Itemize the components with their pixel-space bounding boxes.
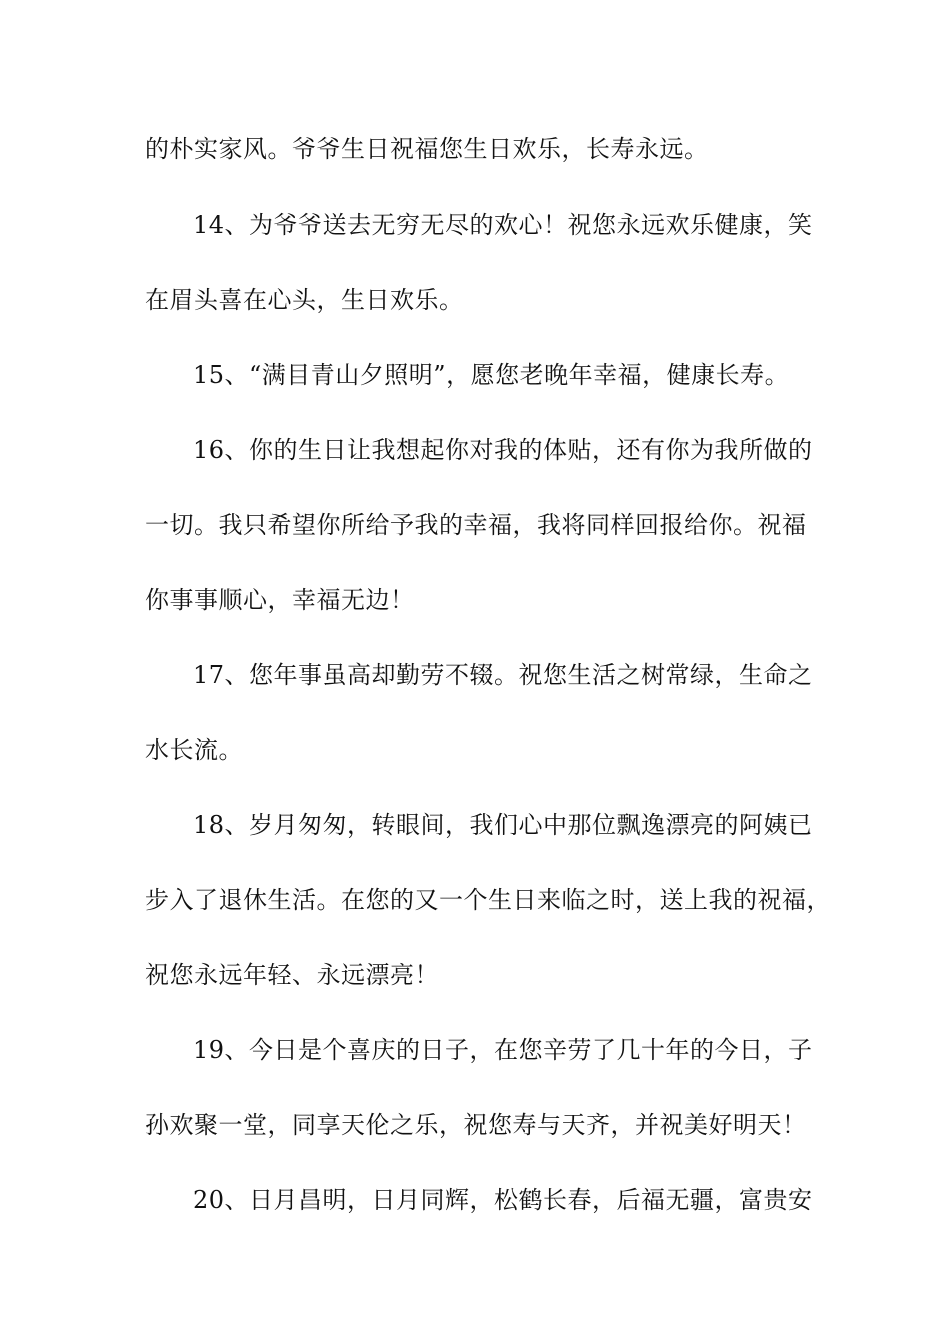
text-line-10: 18、岁月匆匆，转眼间，我们心中那位飘逸漂亮的阿姨已 <box>193 811 813 839</box>
text-line-12: 祝您永远年轻、永远漂亮！ <box>145 961 439 989</box>
text-line-7: 你事事顺心，幸福无边！ <box>145 586 415 614</box>
text-line-14: 孙欢聚一堂，同享天伦之乐，祝您寿与天齐，并祝美好明天！ <box>145 1111 807 1139</box>
text-line-4: 15、“满目青山夕照明”，愿您老晚年幸福，健康长寿。 <box>193 361 790 389</box>
text-line-13: 19、今日是个喜庆的日子，在您辛劳了几十年的今日，子 <box>193 1036 813 1064</box>
text-line-11: 步入了退休生活。在您的又一个生日来临之时，送上我的祝福， <box>145 886 831 914</box>
text-line-6: 一切。我只希望你所给予我的幸福，我将同样回报给你。祝福 <box>145 511 807 539</box>
text-line-15: 20、日月昌明，日月同辉，松鹤长春，后福无疆，富贵安 <box>193 1186 813 1214</box>
text-line-3: 在眉头喜在心头，生日欢乐。 <box>145 286 464 314</box>
text-line-8: 17、您年事虽高却勤劳不辍。祝您生活之树常绿，生命之 <box>193 661 813 689</box>
text-line-2: 14、为爷爷送去无穷无尽的欢心！祝您永远欢乐健康，笑 <box>193 211 813 239</box>
text-line-1: 的朴实家风。爷爷生日祝福您生日欢乐，长寿永远。 <box>145 135 709 163</box>
text-line-9: 水长流。 <box>145 736 243 764</box>
text-line-5: 16、你的生日让我想起你对我的体贴，还有你为我所做的 <box>193 436 813 464</box>
